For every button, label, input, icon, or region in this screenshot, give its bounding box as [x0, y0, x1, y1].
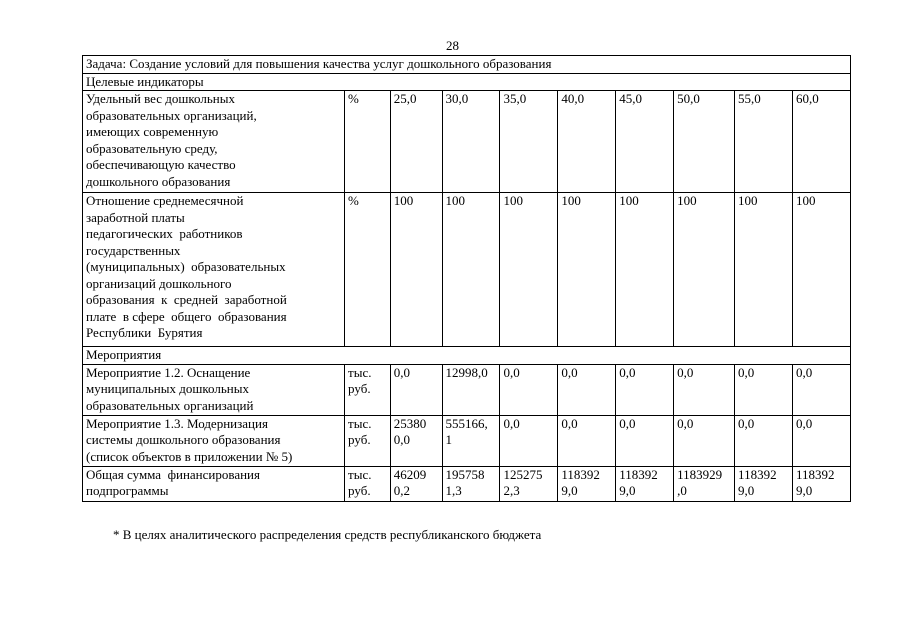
- row-value: 45,0: [616, 91, 674, 193]
- task-cell: Задача: Создание условий для повышения качества услуг дошкольного образования: [83, 56, 851, 74]
- row-value: 195758 1,3: [442, 466, 500, 501]
- row-name: Мероприятие 1.2. Оснащение муниципальных дошкольных образовательных организаций: [83, 364, 345, 415]
- row-value: 100: [558, 193, 616, 347]
- row-name: Отношение среднемесячной заработной платы педагогических работников государственных (муниципальных) образовательных организаций дошкольного образования к средней заработной плате в сфере общего образования Республики Бурятия: [83, 193, 345, 347]
- row-value: 0,0: [500, 364, 558, 415]
- row-value: 0,0: [558, 415, 616, 466]
- row-value: 40,0: [558, 91, 616, 193]
- row-value: 25,0: [390, 91, 442, 193]
- row-value: 12998,0: [442, 364, 500, 415]
- row-value: 118392 9,0: [558, 466, 616, 501]
- row-name: Удельный вес дошкольных образовательных организаций, имеющих современную образовательную среду, обеспечивающую качество дошкольного образования: [83, 91, 345, 193]
- row-unit: тыс. руб.: [345, 364, 391, 415]
- row-value: 118392 9,0: [792, 466, 850, 501]
- row-unit: %: [345, 193, 391, 347]
- row-value: 0,0: [674, 364, 735, 415]
- row-value: 60,0: [792, 91, 850, 193]
- row-value: 100: [390, 193, 442, 347]
- row-unit: %: [345, 91, 391, 193]
- row-unit: тыс. руб.: [345, 466, 391, 501]
- row-value: 0,0: [735, 364, 793, 415]
- table-row: [83, 466, 851, 501]
- row-value: 555166, 1: [442, 415, 500, 466]
- row-value: 100: [792, 193, 850, 347]
- row-name: Общая сумма финансирования подпрограммы: [83, 466, 345, 501]
- row-value: 100: [674, 193, 735, 347]
- row-value: 0,0: [558, 364, 616, 415]
- row-name: Мероприятие 1.3. Модернизация системы дошкольного образования (список объектов в приложении № 5): [83, 415, 345, 466]
- row-value: 0,0: [792, 364, 850, 415]
- row-value: 0,0: [616, 415, 674, 466]
- row-value: 118392 9,0: [735, 466, 793, 501]
- row-value: 118392 9,0: [616, 466, 674, 501]
- row-value: 125275 2,3: [500, 466, 558, 501]
- row-value: 46209 0,2: [390, 466, 442, 501]
- row-value: 0,0: [792, 415, 850, 466]
- page-number: 28: [446, 38, 459, 53]
- document-table: [82, 55, 851, 502]
- table-row: [83, 193, 851, 347]
- row-unit: тыс. руб.: [345, 415, 391, 466]
- row-value: 100: [442, 193, 500, 347]
- table-row: [83, 364, 851, 415]
- row-value: 0,0: [674, 415, 735, 466]
- footnote: * В целях аналитического распределения средств республиканского бюджета: [113, 527, 542, 542]
- events-header: Мероприятия: [83, 347, 851, 365]
- row-value: 100: [735, 193, 793, 347]
- row-value: 30,0: [442, 91, 500, 193]
- row-value: 100: [500, 193, 558, 347]
- row-value: 1183929 ,0: [674, 466, 735, 501]
- table-row: [83, 91, 851, 193]
- indicators-header: Целевые индикаторы: [83, 73, 851, 91]
- events-header-row: [83, 347, 851, 365]
- row-value: 0,0: [390, 364, 442, 415]
- row-value: 50,0: [674, 91, 735, 193]
- row-value: 25380 0,0: [390, 415, 442, 466]
- task-row: [83, 56, 851, 74]
- table-row: [83, 415, 851, 466]
- row-value: 35,0: [500, 91, 558, 193]
- row-value: 0,0: [735, 415, 793, 466]
- row-value: 0,0: [616, 364, 674, 415]
- row-value: 100: [616, 193, 674, 347]
- row-value: 55,0: [735, 91, 793, 193]
- indicators-header-row: [83, 73, 851, 91]
- row-value: 0,0: [500, 415, 558, 466]
